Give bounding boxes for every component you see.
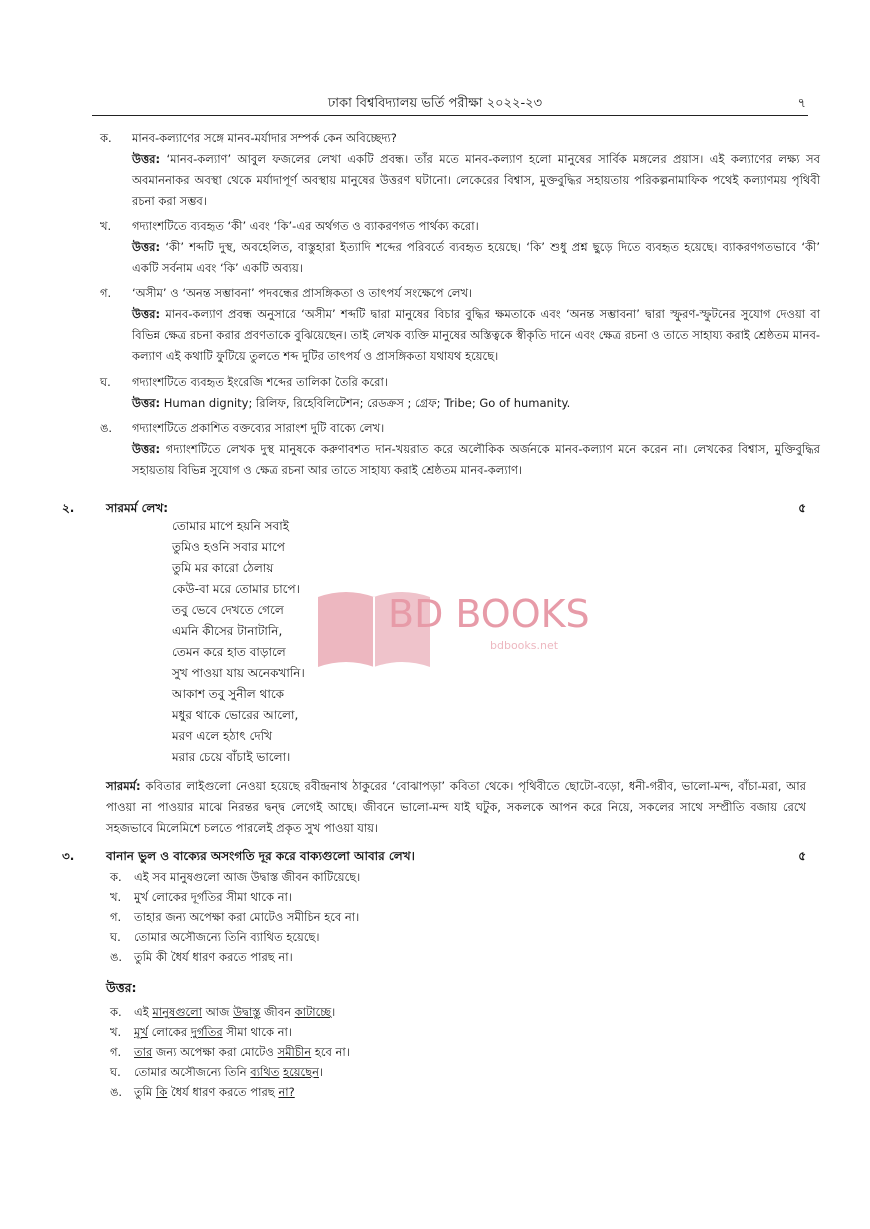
list-item: গ. তার জন্য অপেক্ষা করা মোটেও সমীচীন হবে না। bbox=[110, 1045, 350, 1059]
list-item: খ. মুর্খ লোকের দূর্গতির সীমা থাকে না। bbox=[110, 890, 292, 904]
answer-label: উত্তর: bbox=[132, 396, 161, 410]
answer-text: ‘কী’ শব্দটি দুস্থ, অবহেলিত, বাস্তুহারা ইত্যাদি শব্দের পরিবর্তে ব্যবহৃত হয়েছে। ‘কি’ শুধু প্রশ্ন ছুড়ে দিতে ব্যবহৃত হয়েছে। ব্যাকরণগতভাবে ‘কী’ একটি সর্বনাম এবং ‘কি’ একটি অব্যয়। bbox=[132, 240, 820, 275]
item-mark: খ. bbox=[100, 219, 112, 233]
answer-heading: উত্তর: bbox=[106, 980, 137, 995]
page-number: ৭ bbox=[797, 96, 806, 111]
list-item: ক. এই মানুষগুলো আজ উদ্বাস্তু জীবন কাটাচ্ছে। bbox=[110, 1005, 336, 1019]
book-icon bbox=[318, 592, 374, 667]
poem-line: সুখ পাওয়া যায় অনেকখানি। bbox=[172, 666, 305, 680]
question-text: গদ্যাংশটিতে প্রকাশিত বক্তব্যের সারাংশ দুটি বাক্যে লেখ। bbox=[132, 421, 385, 435]
answer-text: মানব-কল্যাণ প্রবন্ধ অনুসারে ‘অসীম’ শব্দটি দ্বারা মানুষের বিচার বুদ্ধির ক্ষমতাকে এবং ‘অনন্ত সম্ভাবনা’ দ্বারা স্ফুরণ-স্ফুটনের সুযোগ দেওয়া বা বিভিন্ন ক্ষেত্র রচনা করার প্রবণতাকে বুঝিয়েছেন। তাই লেখক ব্যক্তি মানুষের অস্তিত্বকে স্বীকৃতি দানে এবং ক্ষেত্র রচনা ও তাতে সাহায্য করাই শ্রেষ্ঠতম মানব-কল্যাণ এই কথাটি ফুটিয়ে তুলতে শব্দ দুটির তাৎপর্য ও প্রাসঙ্গিকতা যথাযথ হয়েছে। bbox=[132, 307, 821, 363]
list-item: গ. তাহার জন্য অপেক্ষা করা মোটেও সমীচিন হবে না। bbox=[110, 910, 360, 924]
answer-label: উত্তর: bbox=[132, 240, 161, 254]
question-text: ‘অসীম’ ও ‘অনন্ত সম্ভাবনা’ পদবন্ধের প্রাসঙ্গিকতা ও তাৎপর্য সংক্ষেপে লেখ। bbox=[132, 286, 473, 300]
list-item: খ. মূর্খ লোকের দুর্গতির সীমা থাকে না। bbox=[110, 1025, 292, 1039]
poem bbox=[172, 516, 305, 768]
summary-text: কবিতার লাইগুলো নেওয়া হয়েছে রবীন্দ্রনাথ ঠাকুরের ‘বোঝাপড়া’ কবিতা থেকে। পৃথিবীতে ছোটো-বড়ো, ধনী-গরীব, ভালো-মন্দ, বাঁচা-মরা, আর পাওয়া না পাওয়ার মাঝে নিরন্তর দ্বন্দ্ব লেগেই আছে। জীবনে ভালো-মন্দ যাই ঘটুক, সকলকে আপন করে নিয়ে, সকলের সাথে সম্প্রীতি বজায় রেখে সহজভাবে মিলেমিশে চলতে পারলেই প্রকৃত সুখ পাওয়া যায়। bbox=[106, 779, 806, 835]
qa-item-gha bbox=[100, 372, 820, 414]
poem-line: আকাশ তবু সুনীল থাকে bbox=[172, 687, 285, 701]
poem-line: এমনি কীসের টানাটানি, bbox=[172, 624, 283, 638]
page-header bbox=[0, 88, 870, 118]
qa-item-kha bbox=[100, 216, 820, 279]
list-item: ঙ. তুমি কী ধৈর্য ধারণ করতে পারছ না। bbox=[110, 950, 293, 964]
summary-label: সারমর্ম: bbox=[106, 779, 141, 793]
list-item: ঙ. তুমি কি ধৈর্য ধারণ করতে পারছ না? bbox=[110, 1085, 295, 1099]
list-item: ঘ. তোমার অসৌজন্যে তিনি ব্যাথিত হয়েছে। bbox=[110, 930, 320, 944]
qa-item-umo bbox=[100, 418, 820, 481]
question-list bbox=[110, 867, 360, 967]
item-mark: ক. bbox=[100, 131, 112, 145]
poem-line: তেমন করে হাত বাড়ালে bbox=[172, 645, 286, 659]
poem-line: তুমি মর কারো ঠেলায় bbox=[172, 561, 274, 575]
watermark-brand: BD BOOKS bbox=[388, 592, 590, 636]
question-text: গদ্যাংশটিতে ব্যবহৃত ইংরেজি শব্দের তালিকা তৈরি করো। bbox=[132, 375, 388, 389]
section-2-title: সারমর্ম লেখ: bbox=[106, 501, 169, 515]
question-text: গদ্যাংশটিতে ব্যবহৃত ‘কী’ এবং ‘কি’-এর অর্থগত ও ব্যাকরণগত পার্থক্য করো। bbox=[132, 219, 479, 233]
section-3-marks: ৫ bbox=[798, 849, 806, 863]
poem-line: মরণ এলে হঠাৎ দেখি bbox=[172, 729, 272, 743]
list-item: ক. এই সব মানুষগুলো আজ উদ্বাস্ত জীবন কাটিয়েছে। bbox=[110, 870, 361, 884]
item-mark: ঘ. bbox=[100, 375, 111, 389]
poem-line: তুমিও হওনি সবার মাপে bbox=[172, 540, 285, 554]
answer-label: উত্তর: bbox=[132, 152, 161, 166]
summary-paragraph bbox=[106, 776, 806, 839]
item-mark: গ. bbox=[100, 286, 112, 300]
poem-line: মধুর থাকে ভোরের আলো, bbox=[172, 708, 299, 722]
section-2-number: ২. bbox=[62, 501, 75, 515]
watermark-url: bdbooks.net bbox=[490, 639, 559, 652]
answer-text: ‘মানব-কল্যাণ’ আবুল ফজলের লেখা একটি প্রবন্ধ। তাঁর মতে মানব-কল্যাণ হলো মানুষের সার্বিক মঙ্গলের প্রয়াস। এই কল্যাণের লক্ষ্য সব অবমাননাকর অবস্থা থেকে মর্যাদাপূর্ণ অবস্থায় মানুষের উত্তরণ ঘটানো। লেকেরের বিশ্বাস, মুক্তবুদ্ধির সহায়তায় পরিকল্পনামাফিক পথেই কল্যাণময় পৃথিবী রচনা করা সম্ভব। bbox=[132, 152, 820, 208]
poem-line: মরার চেয়ে বাঁচাই ভালো। bbox=[172, 750, 291, 764]
item-mark: ঙ. bbox=[100, 421, 113, 435]
section-3-number: ৩. bbox=[62, 849, 75, 863]
question-text: মানব-কল্যাণের সঙ্গে মানব-মর্যাদার সম্পর্ক কেন অবিচ্ছেদ্য? bbox=[132, 131, 397, 145]
answer-text: Human dignity; রিলিফ, রিহেবিলিটেশন; রেডক্রস ; গ্রেফ; Tribe; Go of humanity. bbox=[163, 396, 571, 410]
poem-line: তবু ভেবে দেখতে গেলে bbox=[172, 603, 284, 617]
bd-books-watermark bbox=[312, 575, 592, 675]
qa-item-ga bbox=[100, 283, 820, 367]
answer-label: উত্তর: bbox=[132, 442, 161, 456]
poem-line: কেউ-বা মরে তোমার চাপে। bbox=[172, 582, 300, 596]
section-2-marks: ৫ bbox=[798, 501, 806, 515]
poem-line: তোমার মাপে হয়নি সবাই bbox=[172, 519, 289, 533]
section-3-title: বানান ভুল ও বাক্যের অসংগতি দূর করে বাক্যগুলো আবার লেখ। bbox=[106, 849, 415, 863]
list-item: ঘ. তোমার অসৌজন্যে তিনি ব্যথিত হয়েছেন। bbox=[110, 1065, 324, 1079]
answer-list bbox=[110, 1002, 350, 1102]
answer-text: গদ্যাংশটিতে লেখক দুস্থ মানুষকে করুণাবশত দান-খয়রাত করে অলৌকিক অর্জনকে মানব-কল্যাণ মনে করেন না। লেখকের বিশ্বাস, মুক্তিবুদ্ধির সহায়তায় বিভিন্ন সুযোগ ও ক্ষেত্র রচনা আর তাতে সাহায্য করাই শ্রেষ্ঠতম মানব-কল্যাণ। bbox=[132, 442, 821, 477]
exam-title: ঢাকা বিশ্ববিদ্যালয় ভর্তি পরীক্ষা ২০২২-২৩ bbox=[327, 96, 543, 111]
header-divider bbox=[92, 115, 808, 116]
answer-label: উত্তর: bbox=[132, 307, 161, 321]
qa-item-ka bbox=[100, 128, 820, 212]
